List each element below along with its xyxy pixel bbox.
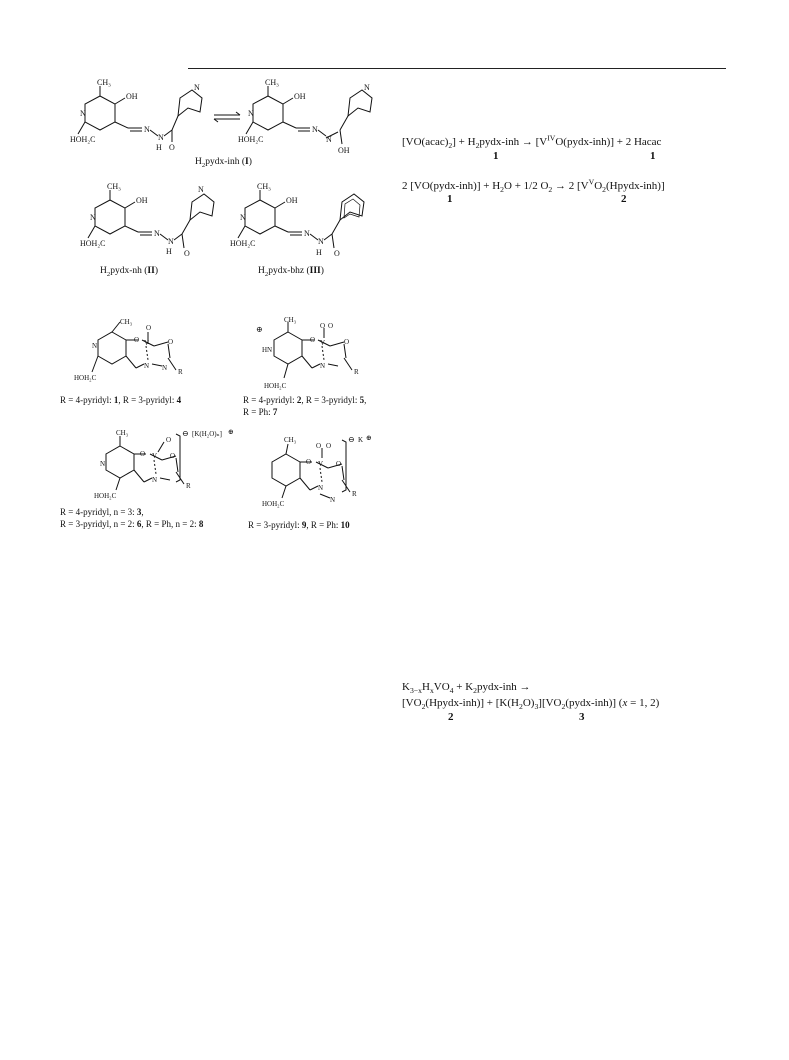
atom-hoh2c: HOH₂C	[264, 382, 287, 390]
ligand-II-label: $H_2pydx-nh$ (II)	[100, 266, 158, 278]
atom-plus: ⊕	[228, 428, 234, 436]
atom-ch3: CH₃	[265, 78, 279, 87]
ligand-I-enol-structure	[238, 76, 378, 158]
atom-o: O	[316, 442, 322, 450]
atom-minus: ⊖	[348, 435, 355, 444]
atom-r: R	[352, 490, 357, 498]
atom-o: O	[184, 249, 190, 258]
atom-plus: ⊕	[256, 325, 263, 334]
atom-n: N	[162, 364, 168, 372]
complex-1-4-structure	[72, 318, 192, 388]
atom-o: O	[306, 458, 312, 466]
atom-ch3: CH₃	[284, 316, 297, 324]
caption-complexes-1-4: R = 4-pyridyl: 1, R = 3-pyridyl: 4	[60, 395, 182, 405]
caption-complexes-9-10: R = 3-pyridyl: 9, R = Ph: 10	[248, 520, 350, 530]
atom-o: O	[336, 460, 342, 468]
atom-oh: OH	[286, 196, 298, 205]
atom-plus: ⊕	[366, 434, 372, 442]
atom-n: N	[326, 135, 332, 144]
atom-n: N	[330, 496, 336, 504]
atom-hoh2c: HOH₂C	[238, 135, 264, 144]
atom-n: N	[320, 362, 326, 370]
atom-ch3: CH₃	[284, 436, 297, 444]
atom-r: R	[178, 368, 183, 376]
atom-hoh2c: HOH₂C	[262, 500, 285, 508]
atom-hoh2c: HOH₂C	[80, 239, 106, 248]
equation-2-label-left: 1	[447, 193, 453, 205]
atom-ch3: CH₃	[107, 182, 121, 191]
equation-3-line-1: $K_{3-x}H_xVO_4$ + $K_2pydx$-inh →	[402, 681, 531, 696]
header-rule	[188, 68, 726, 69]
equation-3-label-left: 2	[448, 711, 454, 723]
complex-9-10-structure	[256, 426, 376, 516]
caption-complexes-3-6-8: R = 4-pyridyl, n = 3: 3, R = 3-pyridyl, n = 2: 6, R = Ph, n = 2: 8	[60, 507, 204, 529]
atom-h: H	[156, 143, 162, 152]
atom-n: N	[312, 125, 318, 134]
equation-3-label-right: 3	[579, 711, 585, 723]
atom-o: O	[134, 336, 140, 344]
atom-o: O	[328, 322, 334, 330]
atom-oh: OH	[136, 196, 148, 205]
atom-v: V	[152, 452, 158, 460]
equation-1-label-left: 1	[493, 150, 499, 162]
ligand-I-keto-structure	[70, 76, 205, 156]
atom-minus: ⊖	[182, 429, 189, 438]
atom-n: N	[144, 125, 150, 134]
atom-h: H	[166, 247, 172, 256]
atom-n: N	[80, 109, 86, 118]
atom-hoh2c: HOH₂C	[94, 492, 117, 500]
equation-3-line-2: $[VO_2(Hpydx-inh)]$ + $[K(H_2O)_3][VO_2(pydx-inh)] (x = 1$, 2)	[402, 697, 660, 712]
atom-o: O	[140, 450, 146, 458]
atom-hoh2c: HOH₂C	[74, 374, 97, 382]
equation-2: 2 [VO(pydx-inh)] + $H_2O + 1/2$ $O_2 \to 2$ $[V^VO_2(Hpydx-inh)]$	[402, 177, 665, 195]
atom-n: N	[318, 484, 324, 492]
atom-k: K	[358, 436, 364, 444]
atom-n: N	[92, 342, 98, 350]
atom-n: N	[100, 460, 106, 468]
atom-n: N	[154, 229, 160, 238]
atom-n: N	[152, 476, 158, 484]
atom-r: R	[354, 368, 359, 376]
atom-o: O	[344, 338, 350, 346]
atom-n: N	[144, 362, 150, 370]
atom-h: H	[316, 248, 322, 257]
atom-o: O	[326, 442, 332, 450]
atom-o: O	[320, 322, 326, 330]
complex-2-5-7-structure	[248, 318, 368, 390]
atom-r: R	[186, 482, 191, 490]
atom-o: O	[334, 249, 340, 258]
equation-1: $[VO(acac)_2]$ + $H_2pydx$-inh → $[V^{IV}O(pydx-inh)] + 2$ Hacac	[402, 133, 662, 151]
equation-1-label-right: 1	[650, 150, 656, 162]
atom-o: O	[170, 452, 176, 460]
atom-o: O	[146, 324, 152, 332]
atom-n: N	[304, 229, 310, 238]
atom-n: N	[364, 83, 370, 92]
atom-oh: OH	[294, 92, 306, 101]
atom-n: N	[318, 237, 324, 246]
atom-ch3: CH₃	[257, 182, 271, 191]
atom-o: O	[169, 143, 175, 152]
atom-v: V	[318, 460, 324, 468]
atom-o: O	[310, 336, 316, 344]
atom-oh: OH	[338, 146, 350, 155]
atom-n: N	[158, 133, 164, 142]
atom-o: O	[166, 436, 172, 444]
atom-o: O	[168, 338, 174, 346]
atom-n: N	[248, 109, 254, 118]
atom-n: N	[194, 83, 200, 92]
atom-ch3: CH₃	[116, 429, 129, 437]
atom-n: N	[198, 185, 204, 194]
atom-n: N	[240, 213, 246, 222]
atom-k-water: [K(H₂O)ₙ]	[192, 430, 222, 438]
atom-ch3: CH₃	[120, 318, 133, 326]
atom-ch3: CH₃	[97, 78, 111, 87]
atom-n: N	[168, 237, 174, 246]
atom-oh: OH	[126, 92, 138, 101]
equation-2-label-right: 2	[621, 193, 627, 205]
ligand-III-label: $H_2pydx$-bhz (III)	[258, 266, 324, 278]
atom-v: V	[320, 339, 326, 347]
atom-n: N	[90, 213, 96, 222]
ligand-I-label: $H_2pydx$-inh (I)	[195, 157, 252, 169]
ligand-III-structure	[230, 180, 370, 264]
atom-hn: HN	[262, 346, 273, 354]
ligand-II-structure	[80, 180, 215, 262]
atom-v: V	[144, 339, 150, 347]
atom-hoh2c: HOH₂C	[230, 239, 256, 248]
complex-3-6-8-structure	[80, 426, 240, 502]
atom-hoh2c: HOH₂C	[70, 135, 96, 144]
caption-complexes-2-5-7: R = 4-pyridyl: 2, R = 3-pyridyl: 5, R = Ph: 7	[243, 395, 367, 417]
